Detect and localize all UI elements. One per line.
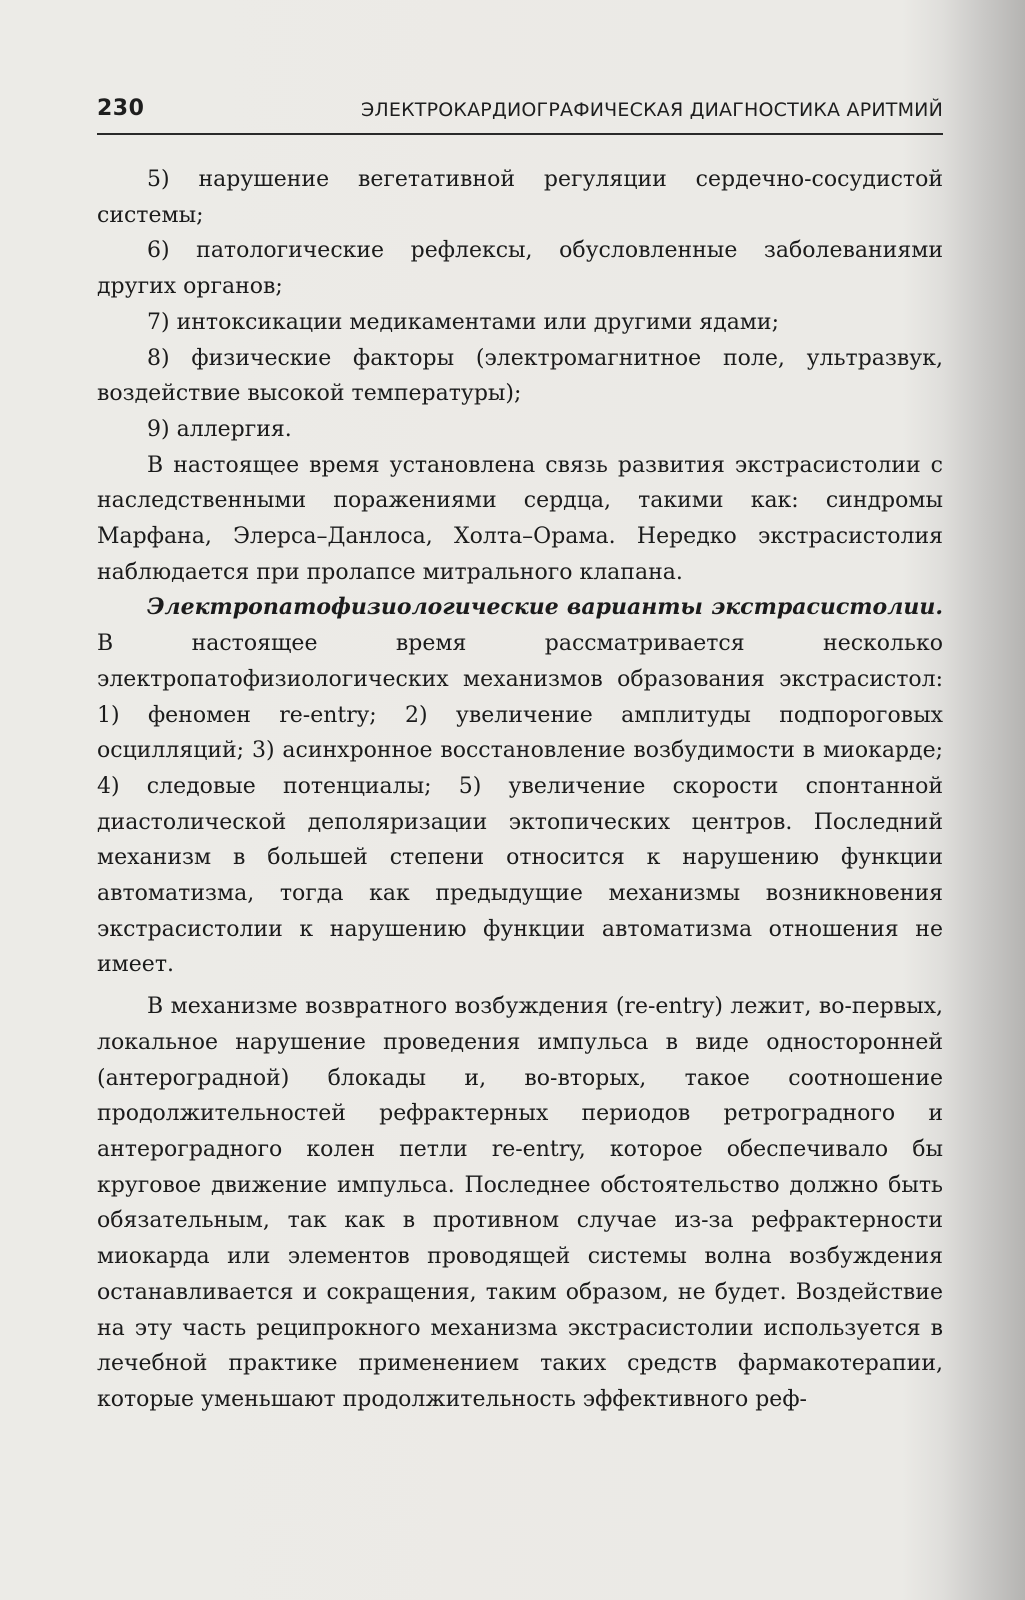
paragraph-electrophysiology [97, 590, 943, 983]
running-header [97, 93, 943, 135]
section-text: В настоящее время рассматривается несколько электропатофизиологических механизмов образования экстрасистол: 1) феномен re-entry; 2) увеличение амплитуды подпороговых осцилляций; 3) асинхронное восстановление возбудимости в миокарде; 4) следовые потенциалы; 5) увеличение скорости спонтанной диастолической деполяризации эктопических центров. Последний механизм в большей степени относится к нарушению функции автоматизма, тогда как предыдущие механизмы возникновения экстрасистолии к нарушению функции автоматизма отношения не имеет. [97, 631, 943, 978]
list-item-7: 7) интоксикации медикаментами или другими ядами; [147, 309, 779, 335]
section-heading: Электропатофизиологические варианты экстрасистолии. [147, 594, 943, 621]
paragraph-reentry: В механизме возвратного возбуждения (re-entry) лежит, во-первых, локальное нарушение проведения импульса в виде односторонней (антероградной) блокады и, во-вторых, такое соотношение продолжительностей рефрактерных периодов ретроградного и антероградного колен петли re-entry, которое обеспечивало бы круговое движение импульса. Последнее обстоятельство должно быть обязательным, так как в противном случае из-за рефрактерности миокарда или элементов проводящей системы волна возбуждения останавливается и сокращения, таким образом, не будет. Воздействие на эту часть реципрокного механизма экстрасистолии используется в лечебной практике применением таких средств фармакотерапии, которые уменьшают продолжительность эффективного реф- [97, 994, 943, 1412]
running-title: ЭЛЕКТРОКАРДИОГРАФИЧЕСКАЯ ДИАГНОСТИКА АРИТМИЙ [360, 99, 943, 121]
page-body [97, 162, 943, 1418]
list-item-5: 5) нарушение вегетативной регуляции сердечно-сосудистой системы; [97, 167, 943, 228]
list-item-8: 8) физические факторы (электромагнитное поле, ультразвук, воздействие высокой температуры); [97, 345, 943, 407]
page-number: 230 [97, 96, 145, 121]
list-item-9: 9) аллергия. [147, 416, 292, 442]
paragraph-heredity: В настоящее время установлена связь развития экстрасистолии с наследственными поражениями сердца, такими как: синдромы Марфана, Элерса–Данлоса, Холта–Орама. Нередко экстрасистолия наблюдается при пролапсе митрального клапана. [97, 452, 943, 585]
list-item-6: 6) патологические рефлексы, обусловленные заболеваниями других органов; [97, 238, 943, 300]
